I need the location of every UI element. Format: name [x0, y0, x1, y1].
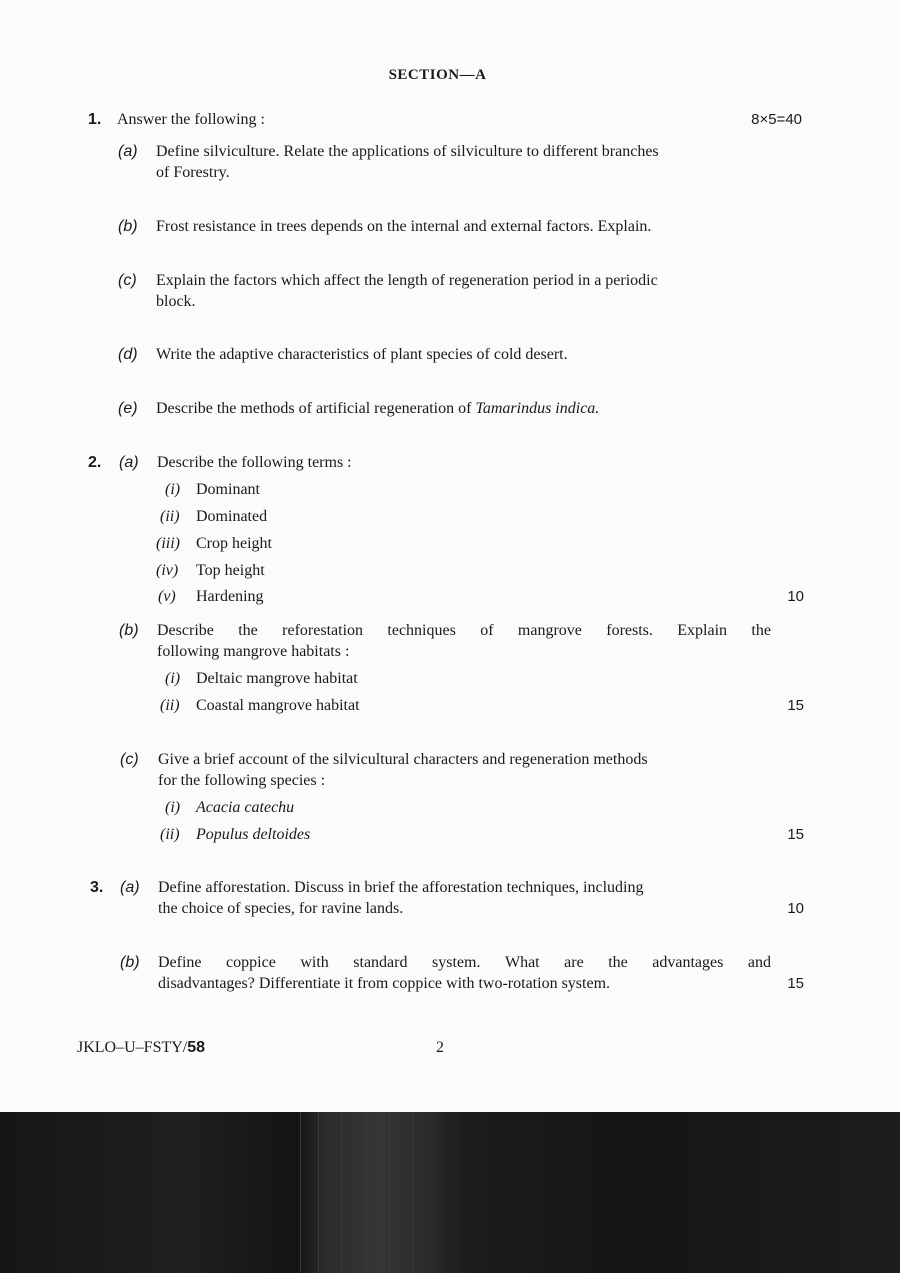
q3-part-a-line2: the choice of species, for ravine lands. [158, 900, 404, 917]
word: are [564, 954, 584, 971]
word: techniques [387, 622, 456, 639]
word: What [504, 954, 540, 971]
q1-part-c-label: (c) [118, 272, 137, 289]
word: the [238, 622, 258, 639]
word: Describe [157, 622, 214, 639]
q1-part-a-line2: of Forestry. [156, 164, 230, 181]
q3-part-b-label: (b) [120, 954, 140, 971]
q3a-marks: 10 [787, 900, 804, 917]
q2-part-c-line2: for the following species : [158, 772, 326, 789]
species-acacia-catechu: Acacia catechu [196, 799, 295, 816]
q2a-item-i-label: (i) [165, 481, 181, 498]
word: Define [158, 954, 202, 971]
q3-part-a-label: (a) [120, 879, 140, 896]
q1-part-b-line1: Frost resistance in trees depends on the internal and external factors. Explain. [156, 218, 652, 235]
word: of [480, 622, 494, 639]
question-1-number: 1. [88, 111, 102, 128]
section-heading: SECTION—A [388, 67, 487, 83]
q2a-item-i-text: Dominant [196, 481, 260, 498]
q2-part-a-stem: Describe the following terms : [157, 454, 352, 471]
q2a-item-v-label: (v) [158, 588, 176, 605]
q2a-marks: 10 [787, 588, 804, 605]
q2c-item-ii-label: (ii) [160, 826, 180, 843]
q2b-item-ii-label: (ii) [160, 697, 180, 714]
q3-part-b-line1 [158, 953, 771, 973]
q2a-item-ii-text: Dominated [196, 508, 268, 525]
q1-part-e-text: Describe the methods of artificial regeneration of [156, 400, 476, 417]
word: system. [432, 954, 481, 971]
q1-part-c-line1: Explain the factors which affect the length of regeneration period in a periodic [156, 272, 658, 289]
q2a-item-iii-label: (iii) [156, 535, 180, 552]
q1-part-d-label: (d) [118, 346, 138, 363]
scanner-background [0, 1112, 900, 1273]
word: with [300, 954, 329, 971]
q2-part-b-line2: following mangrove habitats : [157, 643, 350, 660]
q1-part-e-label: (e) [118, 400, 138, 417]
q2b-item-i-text: Deltaic mangrove habitat [196, 670, 358, 687]
q2a-item-iv-text: Top height [196, 562, 265, 579]
q3b-marks: 15 [787, 975, 804, 992]
q2a-item-iv-label: (iv) [156, 562, 179, 579]
q1-part-c-line2: block. [156, 293, 196, 310]
question-3-number: 3. [90, 879, 104, 896]
paper-code-prefix: JKLO–U–FSTY/ [77, 1039, 188, 1056]
q3-part-a-line1: Define afforestation. Discuss in brief the afforestation techniques, including [158, 879, 644, 896]
q2a-item-v-text: Hardening [196, 588, 264, 605]
word: Explain [677, 622, 728, 639]
word: coppice [226, 954, 276, 971]
word: standard [353, 954, 408, 971]
word: forests. [606, 622, 653, 639]
q3-part-b-line2: disadvantages? Differentiate it from coppice with two-rotation system. [158, 975, 611, 992]
q1-part-b-label: (b) [118, 218, 138, 235]
q2c-marks: 15 [787, 826, 804, 843]
paper-code [77, 1038, 205, 1058]
paper-code-number: 58 [187, 1039, 206, 1056]
question-1-stem: Answer the following : [117, 111, 265, 128]
word: the [751, 622, 771, 639]
word: reforestation [282, 622, 364, 639]
q2b-item-ii-text: Coastal mangrove habitat [196, 697, 360, 714]
word: and [747, 954, 771, 971]
word: the [608, 954, 628, 971]
species-populus-deltoides: Populus deltoides [196, 826, 311, 843]
q2-part-c-label: (c) [120, 751, 139, 768]
q2b-item-i-label: (i) [165, 670, 181, 687]
q2-part-a-label: (a) [119, 454, 139, 471]
q1-part-a-label: (a) [118, 143, 138, 160]
question-2-number: 2. [88, 454, 102, 471]
q2a-item-iii-text: Crop height [196, 535, 272, 552]
word: mangrove [517, 622, 582, 639]
q2a-item-ii-label: (ii) [160, 508, 180, 525]
q2c-item-i-label: (i) [165, 799, 181, 816]
word: advantages [652, 954, 724, 971]
q2-part-b-line1 [157, 621, 771, 641]
q1-part-e-line1 [156, 399, 599, 419]
species-name-tamarindus: Tamarindus indica. [475, 400, 600, 417]
page-number: 2 [436, 1039, 444, 1056]
q2b-marks: 15 [787, 697, 804, 714]
question-1-marks: 8×5=40 [751, 111, 802, 128]
q1-part-a-line1: Define silviculture. Relate the applications of silviculture to different branches [156, 143, 659, 160]
q2-part-b-label: (b) [119, 622, 139, 639]
q2-part-c-line1: Give a brief account of the silvicultural characters and regeneration methods [158, 751, 648, 768]
q1-part-d-line1: Write the adaptive characteristics of plant species of cold desert. [156, 346, 568, 363]
